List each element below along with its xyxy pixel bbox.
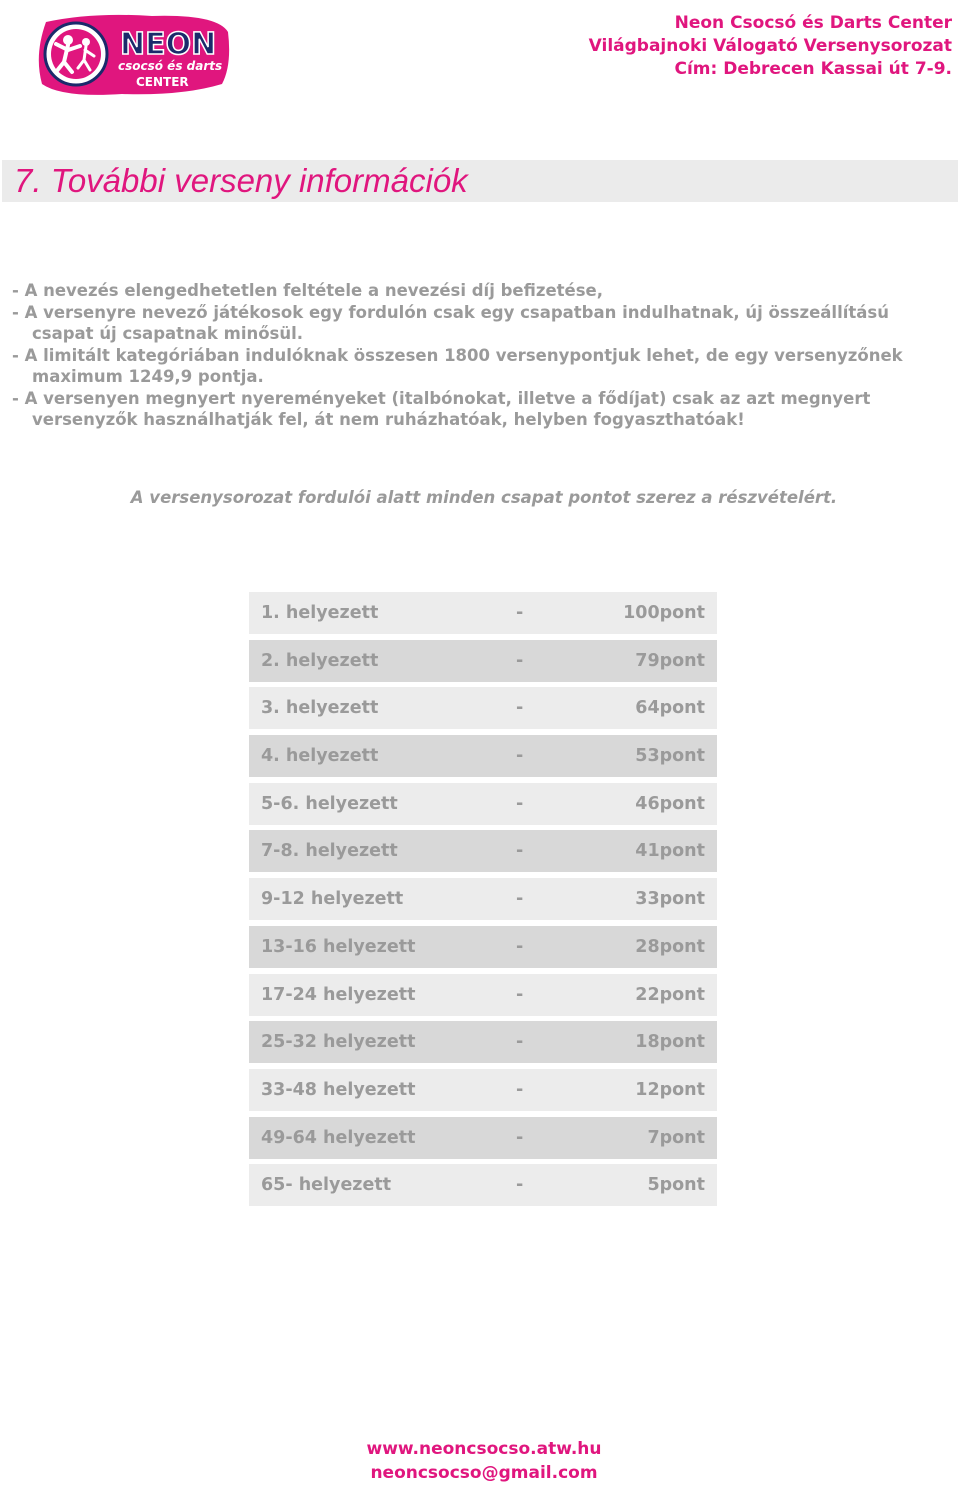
- info-item: - A nevezés elengedhetetlen feltétele a nevezési díj befizetése,: [12, 281, 603, 300]
- footer-contact: [0, 1437, 960, 1485]
- row-dash: -: [516, 984, 524, 1005]
- row-dash: -: [516, 841, 524, 862]
- row-dash: -: [516, 746, 524, 767]
- row-place: 13-16 helyezett: [261, 936, 416, 957]
- table-row: [249, 1117, 717, 1159]
- footer-website-link[interactable]: www.neoncsocso.atw.hu: [366, 1439, 602, 1459]
- info-item: - A versenyen megnyert nyereményeket (italbónokat, illetve a fődíjat) csak az azt megnyert versenyzők használhatják fel, át nem ruházhatóak, helyben fogyaszthatóak!: [12, 388, 871, 429]
- row-points: 53pont: [635, 746, 705, 767]
- table-row: [249, 735, 717, 777]
- row-dash: -: [516, 698, 524, 719]
- row-place: 25-32 helyezett: [261, 1032, 416, 1053]
- table-row: [249, 783, 717, 825]
- row-points: 46pont: [635, 793, 705, 814]
- row-dash: -: [516, 650, 524, 671]
- row-dash: -: [516, 1175, 524, 1196]
- row-dash: -: [516, 936, 524, 957]
- row-place: 9-12 helyezett: [261, 889, 404, 910]
- table-row: [249, 926, 717, 968]
- section-header-bar: [2, 160, 958, 202]
- table-row: [249, 878, 717, 920]
- row-dash: -: [516, 889, 524, 910]
- row-points: 22pont: [635, 984, 705, 1005]
- row-place: 33-48 helyezett: [261, 1079, 416, 1100]
- row-place: 1. helyezett: [261, 603, 379, 623]
- table-row: [249, 830, 717, 872]
- points-table: [249, 592, 717, 1212]
- row-points: 18pont: [635, 1032, 705, 1053]
- row-points: 12pont: [635, 1079, 705, 1100]
- header-company-name: Neon Csocsó és Darts Center: [674, 13, 952, 33]
- row-dash: -: [516, 1032, 524, 1053]
- row-points: 100pont: [623, 603, 705, 623]
- row-place: 17-24 helyezett: [261, 984, 416, 1005]
- table-row: [249, 687, 717, 729]
- row-place: 5-6. helyezett: [261, 793, 398, 814]
- points-subtitle: A versenysorozat fordulói alatt minden csapat pontot szerez a részvételért.: [130, 488, 838, 507]
- row-points: 28pont: [635, 936, 705, 957]
- row-place: 2. helyezett: [261, 650, 379, 671]
- row-place: 49-64 helyezett: [261, 1127, 416, 1148]
- header-address: Cím: Debrecen Kassai út 7-9.: [674, 59, 952, 79]
- neon-logo: [32, 10, 232, 98]
- section-title: 7. További verseny információk: [14, 162, 468, 199]
- row-points: 79pont: [635, 650, 705, 671]
- logo-name: NEON: [120, 27, 217, 62]
- table-row: [249, 1069, 717, 1111]
- row-points: 5pont: [647, 1175, 705, 1196]
- row-points: 41pont: [635, 841, 705, 862]
- neon-logo-icon: [32, 10, 232, 98]
- header-series-name: Világbajnoki Válogató Versenysorozat: [588, 36, 952, 56]
- row-dash: -: [516, 1127, 524, 1148]
- row-dash: -: [516, 603, 524, 623]
- table-row: [249, 974, 717, 1016]
- row-place: 7-8. helyezett: [261, 841, 398, 862]
- info-item: - A limitált kategóriában indulóknak összesen 1800 versenypontjuk lehet, de egy versenyzőnek maximum 1249,9 pontja.: [12, 345, 903, 386]
- row-dash: -: [516, 793, 524, 814]
- row-dash: -: [516, 1079, 524, 1100]
- table-row: [249, 1021, 717, 1063]
- info-list: [12, 280, 942, 431]
- table-row: [249, 1164, 717, 1206]
- table-row: [249, 592, 717, 634]
- info-item: - A versenyre nevező játékosok egy fordulón csak egy csapatban indulhatnak, új összeállítású csapat új csapatnak minősül.: [12, 302, 889, 343]
- row-points: 7pont: [647, 1127, 705, 1148]
- logo-tagline: csocsó és darts: [118, 59, 223, 73]
- row-place: 3. helyezett: [261, 698, 379, 719]
- table-row: [249, 640, 717, 682]
- footer-email-link[interactable]: neoncsocso@gmail.com: [370, 1463, 598, 1483]
- row-points: 33pont: [635, 889, 705, 910]
- row-points: 64pont: [635, 698, 705, 719]
- row-place: 65- helyezett: [261, 1175, 392, 1196]
- row-place: 4. helyezett: [261, 746, 379, 767]
- logo-center: CENTER: [136, 75, 189, 89]
- header-contact-block: [589, 12, 952, 81]
